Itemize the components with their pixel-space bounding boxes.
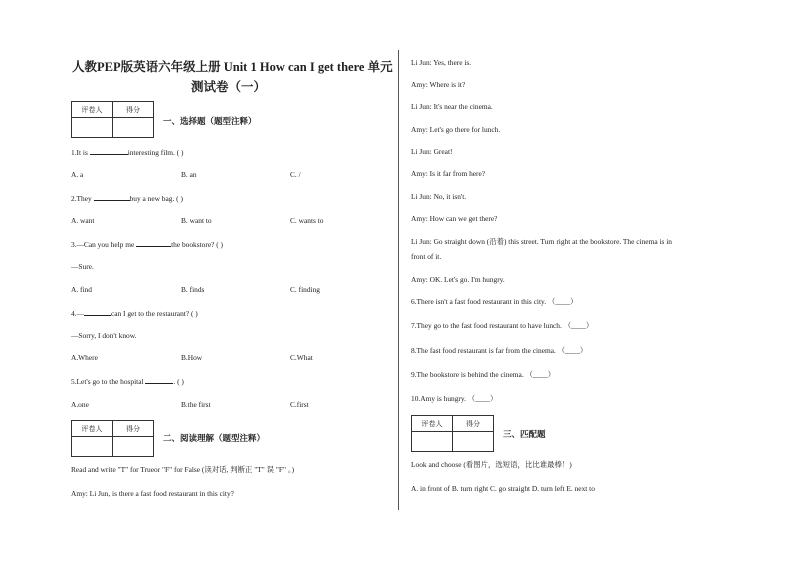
- q3-blank: [136, 239, 171, 247]
- dialogue-line-5: Amy: Let's go there for lunch.: [411, 125, 501, 134]
- q2-suffix: buy a new bag. ( ): [129, 194, 183, 203]
- q5-option-a: A.one: [71, 400, 89, 409]
- section-3-heading: 三、匹配题: [503, 429, 546, 439]
- dialogue-line-10-cont: front of it.: [411, 252, 442, 261]
- q1-option-b: B. an: [181, 170, 197, 179]
- dialogue-line-7: Amy: Is it far from here?: [411, 169, 486, 178]
- q5-option-c: C.first: [290, 400, 309, 409]
- grader-cell: [412, 432, 453, 452]
- score-cell: [113, 118, 154, 138]
- score-label: 得分: [453, 416, 494, 432]
- section-2-heading: 二、阅读理解（题型注释）: [163, 433, 266, 443]
- dialogue-line-9: Amy: How can we get there?: [411, 214, 498, 223]
- q2-option-a: A. want: [71, 216, 95, 225]
- q5-option-b: B.the first: [181, 400, 211, 409]
- q2-option-b: B. want to: [181, 216, 212, 225]
- q3-suffix: the bookstore? ( ): [171, 240, 224, 249]
- q4-suffix: can I get to the restaurant? ( ): [110, 309, 198, 318]
- section-1-heading: 一、选择题（题型注释）: [163, 116, 257, 126]
- column-divider: [398, 50, 399, 510]
- title-line-1: 人教PEP版英语六年级上册 Unit 1 How can I get there 单元: [72, 60, 393, 74]
- q4-option-c: C.What: [290, 353, 313, 362]
- dialogue-line-11: Amy: OK. Let's go. I'm hungry.: [411, 275, 505, 284]
- matching-instruction: Look and choose (看图片，选短语，比比谁最棒！): [411, 460, 572, 469]
- question-4: [71, 308, 198, 318]
- q4-blank: [84, 308, 111, 316]
- score-label: 得分: [113, 421, 154, 437]
- score-cell: [453, 432, 494, 452]
- q3-option-c: C. finding: [290, 285, 320, 294]
- statement-10: 10.Amy is hungry. （____）: [411, 394, 498, 403]
- q2-option-c: C. wants to: [290, 216, 324, 225]
- q4-option-b: B.How: [181, 353, 203, 362]
- reading-instruction: Read and write "T" for Trueor "F" for False (读对话, 判断正 "T" 误 "F" 。): [71, 465, 295, 474]
- dialogue-line-4: Li Jun: It's near the cinema.: [411, 102, 493, 111]
- dialogue-line-10: Li Jun: Go straight down (沿着) this street. Turn right at the bookstore. The cinema is in: [411, 237, 672, 246]
- score-table-3: [411, 415, 494, 452]
- q1-option-a: A. a: [71, 170, 84, 179]
- grader-label: 评卷人: [72, 102, 113, 118]
- grader-cell: [72, 437, 113, 457]
- question-1: [71, 147, 184, 157]
- q1-blank: [90, 147, 128, 155]
- dialogue-line-2: Li Jun: Yes, there is.: [411, 58, 472, 67]
- score-label: 得分: [113, 102, 154, 118]
- grader-cell: [72, 118, 113, 138]
- statement-6: 6.There isn't a fast food restaurant in this city. （____）: [411, 297, 578, 306]
- q1-prefix: 1.It is: [71, 148, 90, 157]
- q4-answer-line: —Sorry, I don't know.: [71, 331, 137, 340]
- score-cell: [113, 437, 154, 457]
- statement-8: 8.The fast food restaurant is far from the cinema. （____）: [411, 346, 588, 355]
- statement-7: 7.They go to the fast food restaurant to have lunch. （____）: [411, 321, 594, 330]
- score-table-1: [71, 101, 154, 138]
- q5-blank: [145, 376, 173, 384]
- statement-9: 9.The bookstore is behind the cinema. （____）: [411, 370, 556, 379]
- grader-label: 评卷人: [72, 421, 113, 437]
- q5-prefix: 5.Let's go to the hospital: [71, 377, 146, 386]
- q4-prefix: 4.—: [71, 309, 84, 318]
- q1-option-c: C. /: [290, 170, 301, 179]
- q1-suffix: interesting film. ( ): [127, 148, 184, 157]
- q4-option-a: A.Where: [71, 353, 98, 362]
- q2-blank: [94, 193, 130, 201]
- title-line-2: 测试卷（一）: [191, 80, 267, 94]
- q3-option-a: A. find: [71, 285, 92, 294]
- matching-options: A. in front of B. turn right C. go straight D. turn left E. next to: [411, 484, 595, 493]
- question-3: [71, 239, 223, 249]
- q2-prefix: 2.They: [71, 194, 94, 203]
- score-table-2: [71, 420, 154, 457]
- dialogue-line-8: Li Jun: No, it isn't.: [411, 192, 467, 201]
- dialogue-line-1: Amy: Li Jun, is there a fast food restaurant in this city?: [71, 489, 234, 498]
- grader-label: 评卷人: [412, 416, 453, 432]
- question-2: [71, 193, 183, 203]
- dialogue-line-6: Li Jun: Great!: [411, 147, 453, 156]
- q3-prefix: 3.—Can you help me: [71, 240, 137, 249]
- q3-answer-line: —Sure.: [71, 262, 94, 271]
- question-5: [71, 376, 184, 386]
- dialogue-line-3: Amy: Where is it?: [411, 80, 466, 89]
- q5-suffix: . ( ): [173, 377, 184, 386]
- q3-option-b: B. finds: [181, 285, 205, 294]
